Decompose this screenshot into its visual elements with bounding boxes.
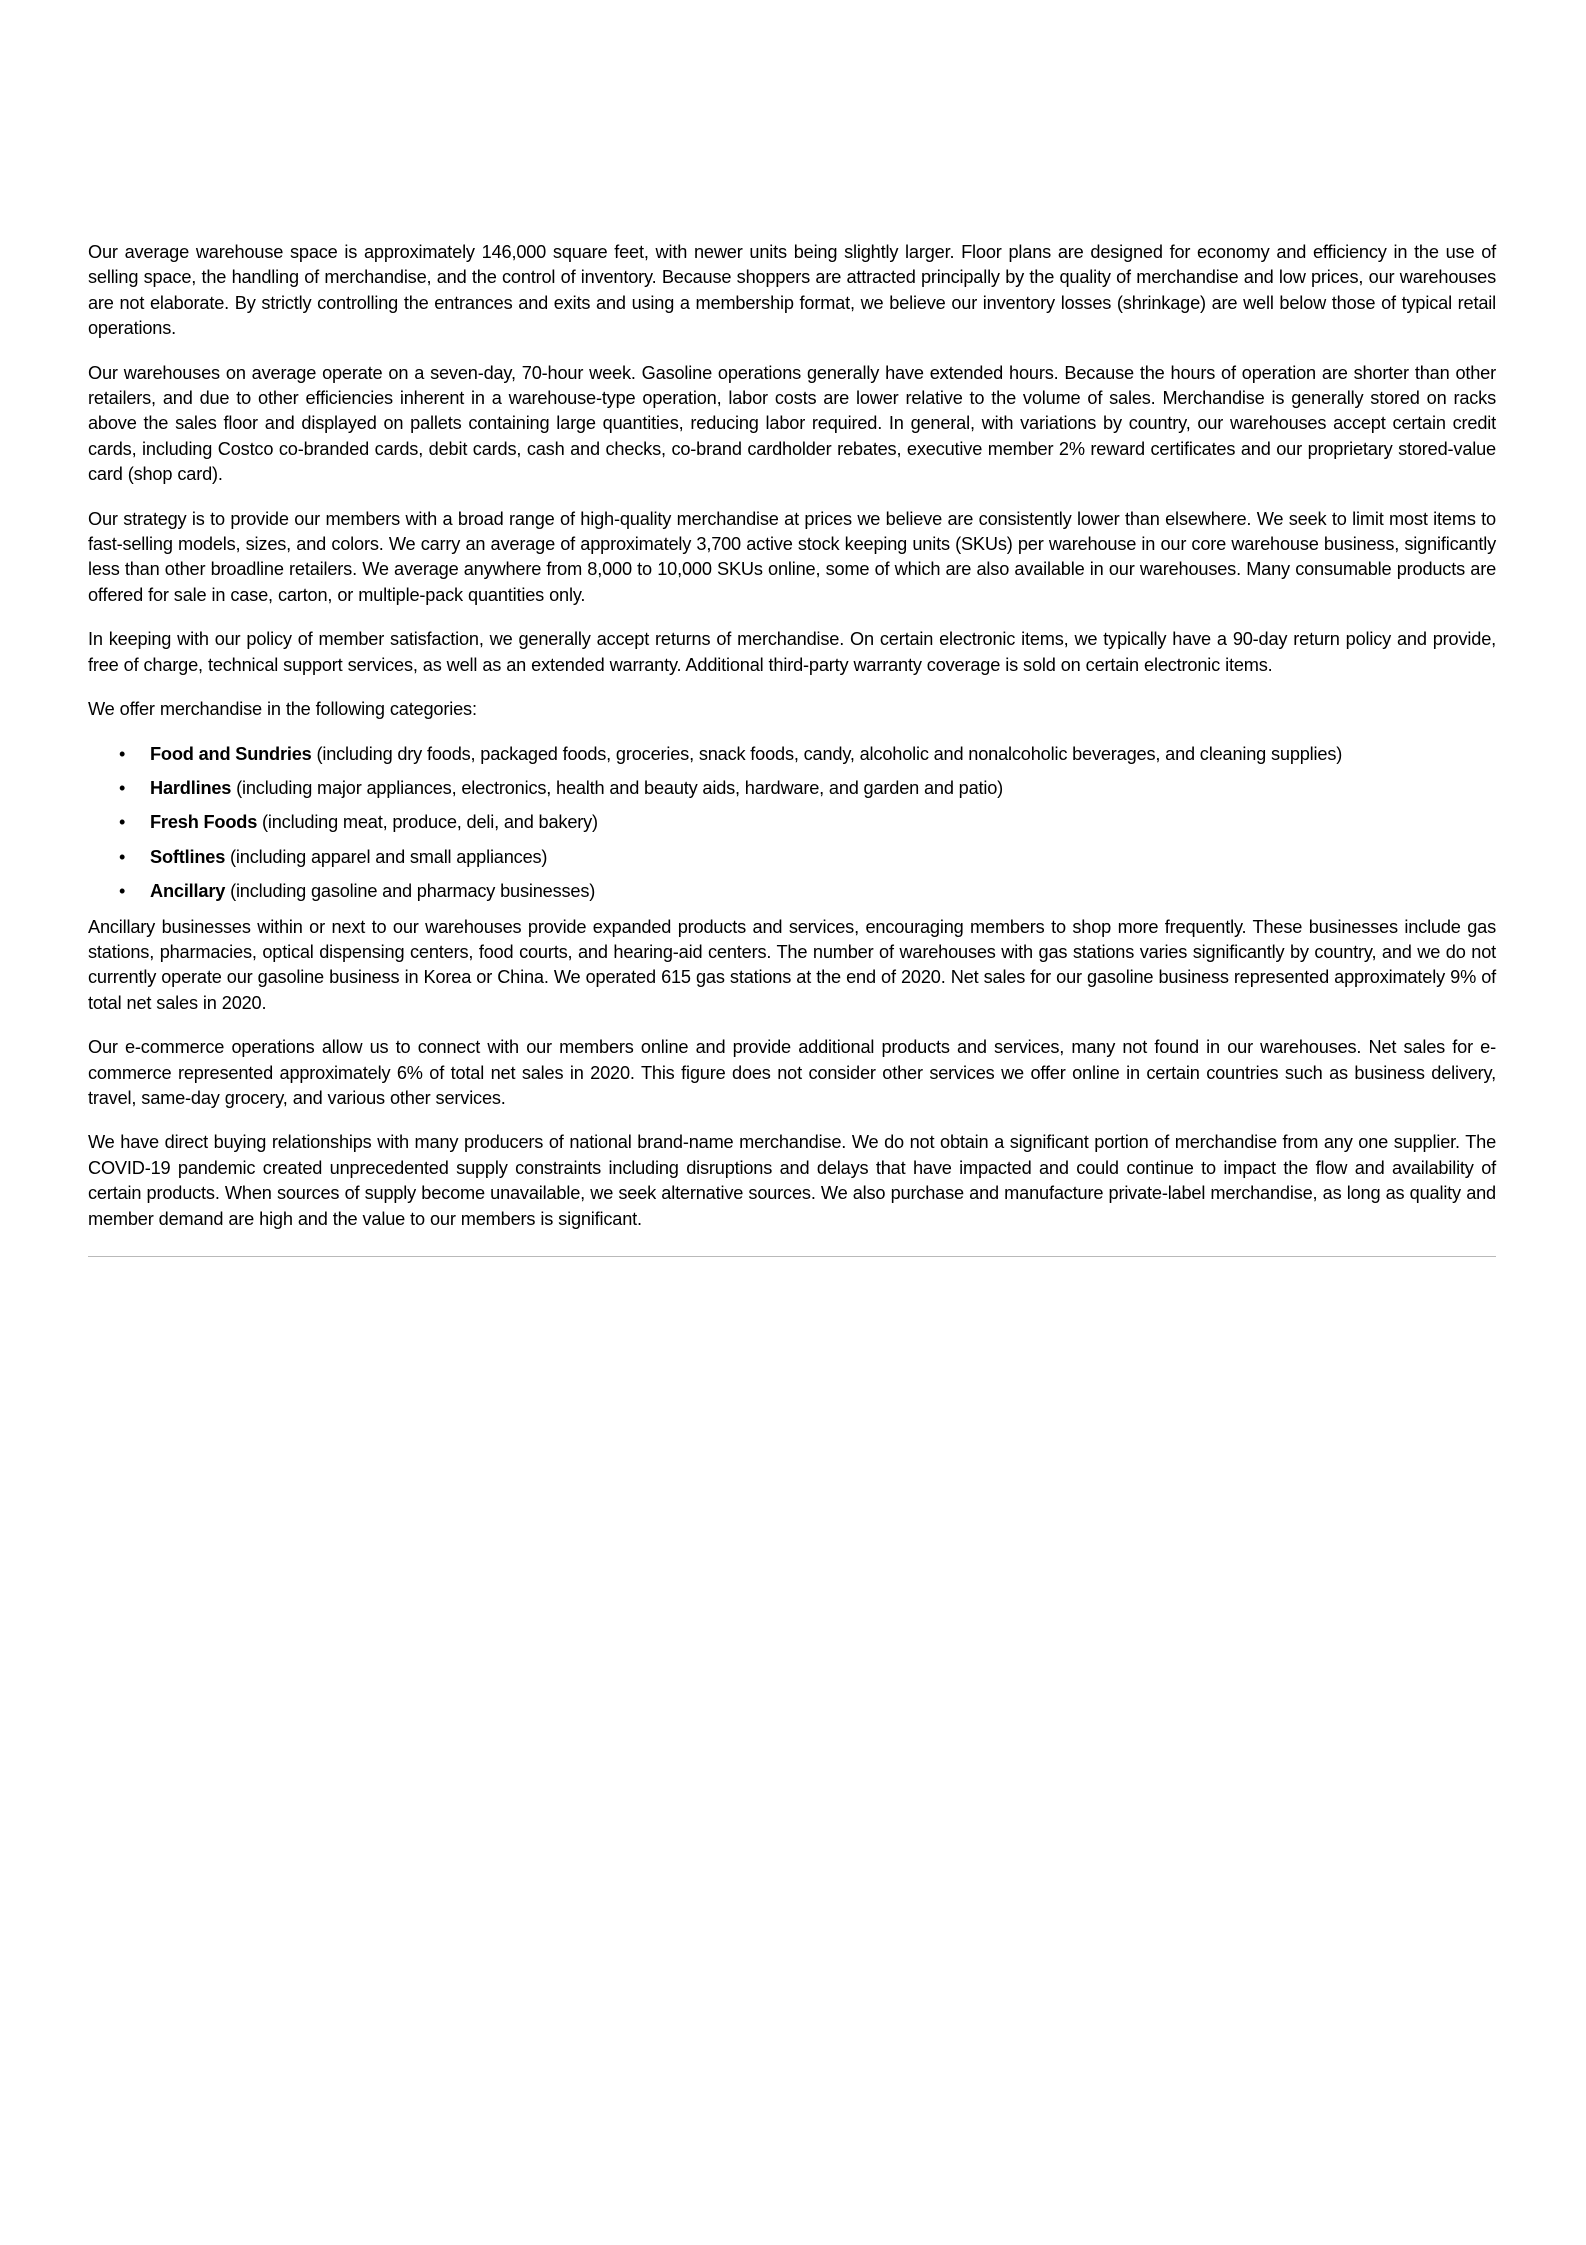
- section-divider: [88, 1256, 1496, 1257]
- paragraph-warehouse-space: Our average warehouse space is approximately 146,000 square feet, with newer units being slightly larger. Floor plans are designed for economy and efficiency in the use of selling space, the handling of merchandise, and the control of inventory. Because shoppers are attracted principally by the quality of merchandise and low prices, our warehouses are not elaborate. By strictly controlling the entrances and exits and using a membership format, we believe our inventory losses (shrinkage) are well below those of typical retail operations.: [88, 242, 1496, 339]
- category-name: Food and Sundries: [150, 743, 312, 764]
- paragraph-returns-policy: In keeping with our policy of member satisfaction, we generally accept returns of merchandise. On certain electronic items, we typically have a 90-day return policy and provide, free of charge, technical support services, as well as an extended warranty. Additional third-party warranty coverage is sold on certain electronic items.: [88, 629, 1496, 675]
- category-description: (including gasoline and pharmacy businesses): [225, 881, 596, 902]
- list-item: [88, 879, 1496, 904]
- category-description: (including meat, produce, deli, and bakery): [257, 812, 598, 833]
- bullet-icon: •: [119, 812, 126, 833]
- category-description: (including dry foods, packaged foods, groceries, snack foods, candy, alcoholic and nonalcoholic beverages, and cleaning supplies): [311, 743, 1343, 764]
- category-name: Softlines: [150, 846, 226, 867]
- category-name: Ancillary: [150, 881, 226, 902]
- bullet-icon: •: [119, 777, 126, 798]
- document-body: [88, 240, 1496, 1257]
- bullet-icon: •: [119, 846, 126, 867]
- category-description: (including apparel and small appliances): [225, 846, 548, 867]
- paragraph-operating-hours: Our warehouses on average operate on a seven-day, 70-hour week. Gasoline operations generally have extended hours. Because the hours of operation are shorter than other retailers, and due to other efficiencies inherent in a warehouse-type operation, labor costs are lower relative to the volume of sales. Merchandise is generally stored on racks above the sales floor and displayed on pallets containing large quantities, reducing labor required. In general, with variations by country, our warehouses accept certain credit cards, including Costco co-branded cards, debit cards, cash and checks, co-brand cardholder rebates, executive member 2% reward certificates and our proprietary stored-value card (shop card).: [88, 362, 1496, 485]
- merchandise-categories-list: [88, 742, 1496, 905]
- bullet-icon: •: [119, 743, 126, 764]
- paragraph-categories-lead-in: We offer merchandise in the following categories:: [88, 699, 477, 720]
- list-item: [88, 845, 1496, 870]
- list-item: [88, 742, 1496, 767]
- paragraph-supplier-relationships: We have direct buying relationships with many producers of national brand-name merchandise. We do not obtain a significant portion of merchandise from any one supplier. The COVID-19 pandemic created unprecedented supply constraints including disruptions and delays that have impacted and could continue to impact the flow and availability of certain products. When sources of supply become unavailable, we seek alternative sources. We also purchase and manufacture private-label merchandise, as long as quality and member demand are high and the value to our members is significant.: [88, 1132, 1496, 1229]
- category-description: (including major appliances, electronics, health and beauty aids, hardware, and garden and patio): [231, 777, 1004, 798]
- list-item: [88, 776, 1496, 801]
- bullet-icon: •: [119, 881, 126, 902]
- paragraph-ancillary-businesses: Ancillary businesses within or next to our warehouses provide expanded products and services, encouraging members to shop more frequently. These businesses include gas stations, pharmacies, optical dispensing centers, food courts, and hearing-aid centers. The number of warehouses with gas stations varies significantly by country, and we do not currently operate our gasoline business in Korea or China. We operated 615 gas stations at the end of 2020. Net sales for our gasoline business represented approximately 9% of total net sales in 2020.: [88, 916, 1496, 1013]
- paragraph-ecommerce: Our e-commerce operations allow us to connect with our members online and provide additional products and services, many not found in our warehouses. Net sales for e-commerce represented approximately 6% of total net sales in 2020. This figure does not consider other services we offer online in certain countries such as business delivery, travel, same-day grocery, and various other services.: [88, 1037, 1496, 1108]
- paragraph-merchandise-strategy: Our strategy is to provide our members with a broad range of high-quality merchandise at prices we believe are consistently lower than elsewhere. We seek to limit most items to fast-selling models, sizes, and colors. We carry an average of approximately 3,700 active stock keeping units (SKUs) per warehouse in our core warehouse business, significantly less than other broadline retailers. We average anywhere from 8,000 to 10,000 SKUs online, some of which are also available in our warehouses. Many consumable products are offered for sale in case, carton, or multiple-pack quantities only.: [88, 508, 1496, 605]
- list-item: [88, 810, 1496, 835]
- category-name: Fresh Foods: [150, 812, 258, 833]
- category-name: Hardlines: [150, 777, 232, 798]
